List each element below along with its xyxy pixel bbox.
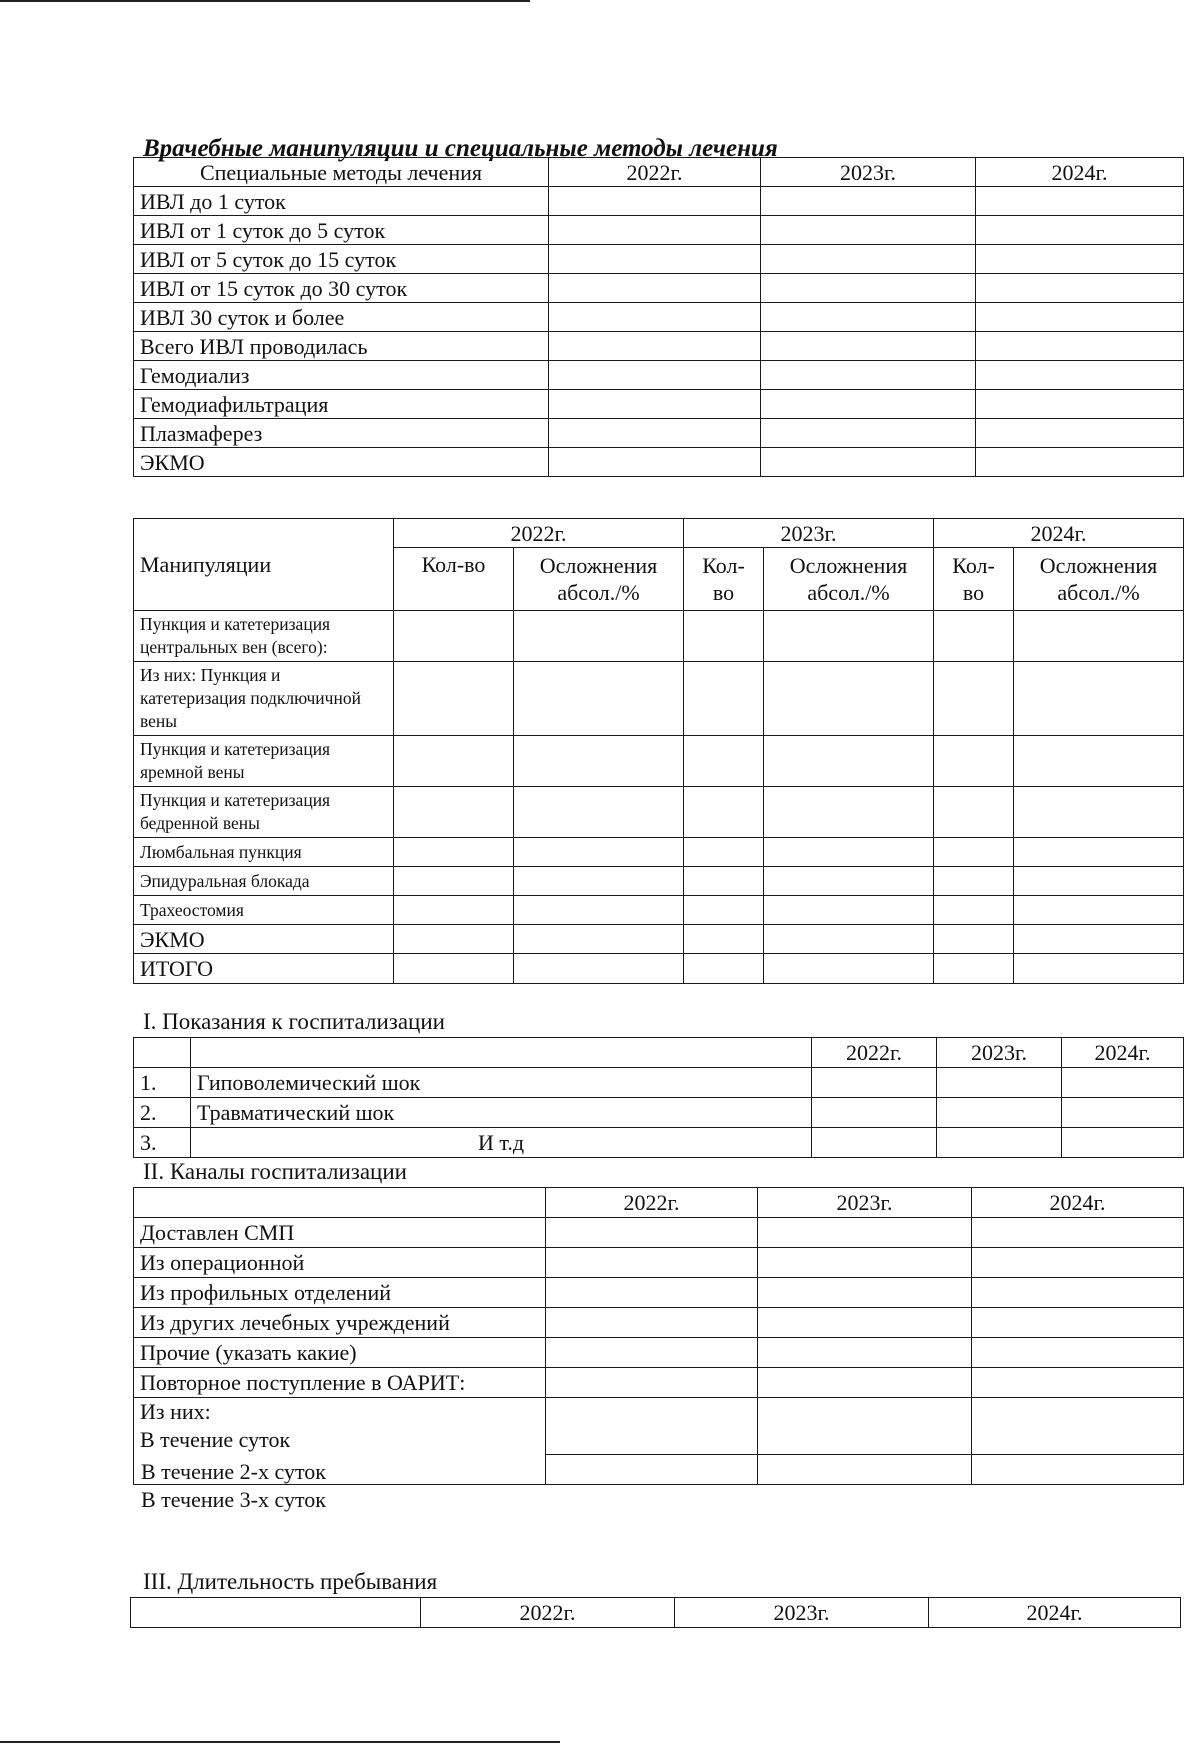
row-label: Пункция и катетеризация центральных вен (всего): [134,611,394,662]
value-cell[interactable] [761,332,976,361]
scan-edge-top [0,0,530,2]
value-cell[interactable] [684,954,764,984]
row-label: Из них: [140,1399,211,1424]
value-cell[interactable] [1014,611,1184,662]
table-row [134,448,1184,477]
header-cell [134,1188,546,1218]
year-header: 2022г. [812,1038,937,1068]
header-cell [131,1598,421,1628]
value-cell[interactable] [394,787,514,838]
table-row [134,187,1184,216]
row-label: В течение 3-х суток [141,1487,326,1512]
value-cell[interactable] [976,303,1184,332]
value-cell[interactable] [546,1278,758,1308]
row-label: ИВЛ от 1 суток до 5 суток [134,216,549,245]
value-cell[interactable] [764,787,934,838]
row-label: Гемодиафильтрация [134,390,549,419]
table-row [134,736,1184,787]
year-header: 2023г. [937,1038,1062,1068]
section-title-indications: I. Показания к госпитализации [143,1009,445,1034]
table-row [134,787,1184,838]
value-cell[interactable] [394,867,514,896]
value-cell[interactable] [972,1398,1184,1455]
value-cell[interactable] [764,611,934,662]
value-cell[interactable] [764,925,934,954]
complications-header: Осложнения абсол./% [514,548,684,611]
indications-table [133,1037,1184,1158]
value-cell[interactable] [976,245,1184,274]
value-cell[interactable] [1014,954,1184,984]
value-cell[interactable] [761,216,976,245]
value-cell[interactable] [549,245,761,274]
section-title-channels: II. Каналы госпитализации [143,1159,407,1184]
value-cell[interactable] [934,787,1014,838]
value-cell[interactable] [514,787,684,838]
count-header: Кол-во [394,548,514,611]
table-row [134,303,1184,332]
value-cell[interactable] [549,187,761,216]
header-cell: 2024г. [976,158,1184,187]
row-label: ЭКМО [134,448,549,477]
header-cell: 2022г. [549,158,761,187]
value-cell[interactable] [684,787,764,838]
row-number: 3. [134,1128,191,1158]
value-cell[interactable] [761,274,976,303]
value-cell[interactable] [764,867,934,896]
table-row [134,1368,1184,1398]
value-cell[interactable] [937,1098,1062,1128]
value-cell[interactable] [546,1338,758,1368]
table-row [134,361,1184,390]
value-cell[interactable] [976,187,1184,216]
value-cell[interactable] [976,216,1184,245]
value-cell[interactable] [546,1218,758,1248]
table-row [134,274,1184,303]
value-cell[interactable] [972,1278,1184,1308]
value-cell[interactable] [1014,925,1184,954]
value-cell[interactable] [546,1248,758,1278]
row-number: 2. [134,1098,191,1128]
row-label: Плазмаферез [134,419,549,448]
value-cell[interactable] [546,1398,758,1455]
count-header: Кол- во [684,548,764,611]
value-cell[interactable] [549,332,761,361]
table-row [134,867,1184,896]
year-header: 2022г. [546,1188,758,1218]
table-row [134,245,1184,274]
value-cell[interactable] [761,245,976,274]
header-cell [134,1038,191,1068]
value-cell[interactable] [934,867,1014,896]
row-label: Трахеостомия [134,896,394,925]
table-row [134,925,1184,954]
value-cell[interactable] [758,1338,972,1368]
complications-header: Осложнения абсол./% [764,548,934,611]
table-row [134,332,1184,361]
value-cell[interactable] [934,896,1014,925]
value-cell[interactable] [514,925,684,954]
manipulations-table [133,518,1184,984]
table-row [134,896,1184,925]
year-header: 2024г. [972,1188,1184,1218]
scan-edge-bottom [0,1741,560,1743]
row-label: ИВЛ 30 суток и более [134,303,549,332]
value-cell[interactable] [758,1455,972,1485]
header-cell: Специальные методы лечения [134,158,549,187]
value-cell[interactable] [937,1068,1062,1098]
value-cell[interactable] [972,1368,1184,1398]
value-cell[interactable] [514,867,684,896]
header-cell [191,1038,812,1068]
value-cell[interactable] [761,361,976,390]
table-row [134,662,1184,736]
value-cell[interactable] [934,736,1014,787]
row-number: 1. [134,1068,191,1098]
row-label: Повторное поступление в ОАРИТ: [134,1368,546,1398]
section-title-manipulations: Врачебные манипуляции и специальные методы лечения [143,135,778,162]
year-header: 2022г. [421,1598,675,1628]
value-cell[interactable] [976,448,1184,477]
row-label: Пункция и катетеризация яремной вены [134,736,394,787]
row-label: Доставлен СМП [134,1218,546,1248]
value-cell[interactable] [394,896,514,925]
value-cell[interactable] [514,736,684,787]
value-cell[interactable] [514,896,684,925]
value-cell[interactable] [761,187,976,216]
value-cell[interactable] [1062,1098,1184,1128]
row-label: Пункция и катетеризация бедренной вены [134,787,394,838]
table-row [134,1398,1184,1455]
value-cell[interactable] [976,390,1184,419]
value-cell[interactable] [546,1455,758,1485]
table-row [134,954,1184,984]
value-cell[interactable] [549,274,761,303]
complications-header: Осложнения абсол./% [1014,548,1184,611]
value-cell[interactable] [514,954,684,984]
table-row [134,419,1184,448]
row-label: Всего ИВЛ проводилась [134,332,549,361]
row-label: ЭКМО [134,925,394,954]
value-cell[interactable] [1014,838,1184,867]
row-label: ИВЛ от 5 суток до 15 суток [134,245,549,274]
value-cell[interactable] [394,925,514,954]
value-cell[interactable] [1014,896,1184,925]
value-cell[interactable] [764,896,934,925]
value-cell[interactable] [758,1218,972,1248]
value-cell[interactable] [758,1278,972,1308]
value-cell[interactable] [976,274,1184,303]
value-cell[interactable] [934,611,1014,662]
row-label: В течение суток [140,1427,291,1452]
row-label: Травматический шок [191,1098,812,1128]
subgroup-extra-labels [141,1458,326,1514]
value-cell[interactable] [812,1068,937,1098]
value-cell[interactable] [684,838,764,867]
value-cell[interactable] [761,303,976,332]
row-label: ИТОГО [134,954,394,984]
value-cell[interactable] [812,1128,937,1158]
value-cell[interactable] [684,662,764,736]
table-row [134,1248,1184,1278]
value-cell[interactable] [394,954,514,984]
value-cell[interactable] [394,838,514,867]
value-cell[interactable] [764,736,934,787]
value-cell[interactable] [1062,1068,1184,1098]
value-cell[interactable] [764,662,934,736]
value-cell[interactable] [764,954,934,984]
value-cell[interactable] [972,1455,1184,1485]
year-header: 2024г. [934,519,1184,548]
special-methods-table [133,157,1184,477]
value-cell[interactable] [1062,1128,1184,1158]
value-cell[interactable] [549,303,761,332]
table-row [134,1098,1184,1128]
value-cell[interactable] [549,361,761,390]
year-header: 2024г. [929,1598,1181,1628]
value-cell[interactable] [394,662,514,736]
row-label: Из профильных отделений [134,1278,546,1308]
value-cell[interactable] [684,925,764,954]
value-cell[interactable] [758,1398,972,1455]
table-header-row [134,1038,1184,1068]
table-header-row [134,519,1184,548]
count-header: Кол- во [934,548,1014,611]
row-label: Гемодиализ [134,361,549,390]
value-cell[interactable] [937,1128,1062,1158]
row-label: ИВЛ от 15 суток до 30 суток [134,274,549,303]
table-header-row [134,158,1184,187]
row-label: Из других лечебных учреждений [134,1308,546,1338]
value-cell[interactable] [394,611,514,662]
channels-table [133,1187,1184,1485]
table-row [134,611,1184,662]
value-cell[interactable] [758,1368,972,1398]
row-label: В течение 2-х суток [141,1459,326,1484]
value-cell[interactable] [684,867,764,896]
value-cell[interactable] [812,1098,937,1128]
value-cell[interactable] [684,896,764,925]
row-label: Прочие (указать какие) [134,1338,546,1368]
value-cell[interactable] [549,448,761,477]
row-label: Из них: Пункция и катетеризация подключичной вены [134,662,394,736]
row-label: Из операционной [134,1248,546,1278]
row-label: Люмбальная пункция [134,838,394,867]
value-cell[interactable] [934,925,1014,954]
year-header: 2023г. [684,519,934,548]
table-header-row [131,1598,1181,1628]
value-cell[interactable] [934,954,1014,984]
table-row [134,838,1184,867]
row-label: Эпидуральная блокада [134,867,394,896]
value-cell[interactable] [684,736,764,787]
value-cell[interactable] [972,1338,1184,1368]
value-cell[interactable] [546,1308,758,1338]
table-row [134,1278,1184,1308]
year-header: 2023г. [675,1598,929,1628]
value-cell[interactable] [761,419,976,448]
header-cell: 2023г. [761,158,976,187]
value-cell[interactable] [549,216,761,245]
value-cell[interactable] [976,419,1184,448]
value-cell[interactable] [972,1218,1184,1248]
value-cell[interactable] [1014,787,1184,838]
value-cell[interactable] [934,662,1014,736]
value-cell[interactable] [1014,662,1184,736]
value-cell[interactable] [514,611,684,662]
row-label: ИВЛ до 1 суток [134,187,549,216]
section-title-duration: III. Длительность пребывания [143,1569,438,1594]
value-cell[interactable] [1014,736,1184,787]
value-cell[interactable] [761,448,976,477]
table-row [134,216,1184,245]
value-cell[interactable] [549,419,761,448]
table-row [134,1128,1184,1158]
year-header: 2022г. [394,519,684,548]
value-cell[interactable] [758,1308,972,1338]
duration-table [130,1597,1181,1628]
value-cell[interactable] [976,361,1184,390]
year-header: 2024г. [1062,1038,1184,1068]
table-row [134,1338,1184,1368]
value-cell[interactable] [761,390,976,419]
value-cell[interactable] [976,332,1184,361]
table-header-row [134,1188,1184,1218]
value-cell[interactable] [514,838,684,867]
table-row [134,1218,1184,1248]
row-label: Гиповолемический шок [191,1068,812,1098]
value-cell[interactable] [1014,867,1184,896]
value-cell[interactable] [934,838,1014,867]
year-header: 2023г. [758,1188,972,1218]
manipulations-header-label: Манипуляции [134,519,394,611]
value-cell[interactable] [394,736,514,787]
value-cell[interactable] [758,1248,972,1278]
value-cell[interactable] [549,390,761,419]
table-row [134,1068,1184,1098]
value-cell[interactable] [546,1368,758,1398]
row-label: И т.д [191,1128,812,1158]
value-cell[interactable] [972,1308,1184,1338]
value-cell[interactable] [684,611,764,662]
value-cell[interactable] [972,1248,1184,1278]
table-row [134,390,1184,419]
table-row [134,1308,1184,1338]
value-cell[interactable] [514,662,684,736]
value-cell[interactable] [764,838,934,867]
